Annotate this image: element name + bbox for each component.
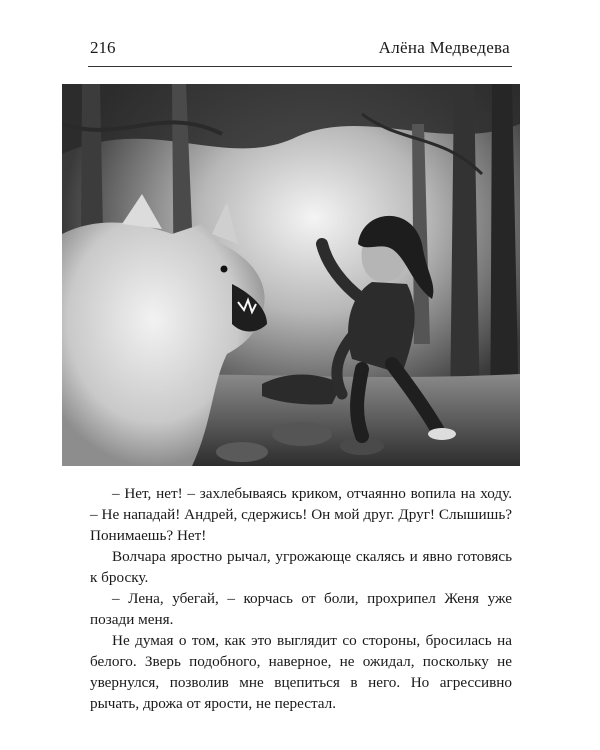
page-number: 216: [90, 38, 116, 57]
paragraph: Не думая о том, как это выглядит со стороны, бросилась на белого. Зверь подобного, наверное, не ожидал, поскольку не увернулся, позволив мне вцепиться в него. Но агрессивно рычать, дрожа от ярости, не перестал.: [90, 632, 512, 712]
illustration-drawing: [62, 84, 520, 466]
body-text: [90, 483, 512, 714]
wolf-and-girl-illustration: [62, 84, 520, 466]
paragraph: – Лена, убегай, – корчась от боли, прохрипел Женя уже позади меня.: [90, 590, 512, 628]
running-title: Алёна Медведева: [378, 38, 510, 57]
header-rule: [88, 66, 512, 67]
page-header: [90, 38, 510, 62]
paragraph: Волчара яростно рычал, угрожающе скалясь и явно готовясь к броску.: [90, 548, 512, 586]
paragraph: – Нет, нет! – захлебываясь криком, отчаянно вопила на ходу. – Не нападай! Андрей, сдержись! Он мой друг. Друг! Слышишь? Понимаешь? Нет!: [90, 485, 512, 544]
